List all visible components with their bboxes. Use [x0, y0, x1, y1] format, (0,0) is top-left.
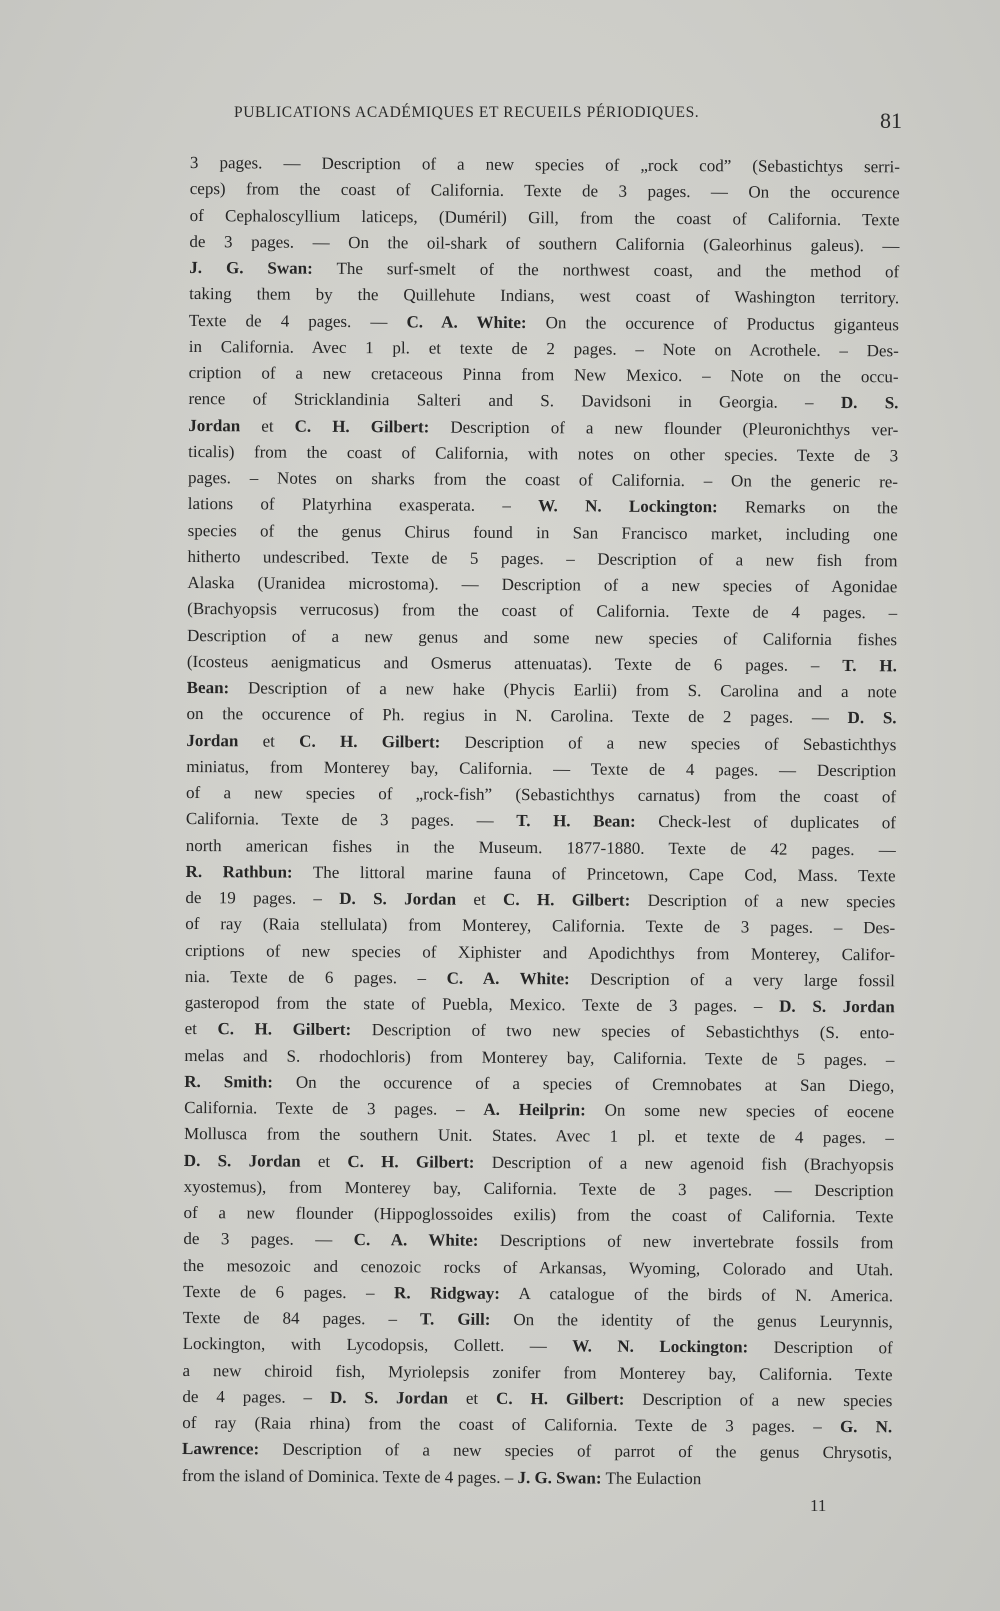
text-segment: Texte de 6 pages. –: [182, 1281, 395, 1303]
text-segment: Remarks on the: [717, 497, 898, 518]
text-segment: of ray (Raia rhina) from the coast of California. Texte de 3 pages. –: [182, 1412, 841, 1436]
author-name: C. A. White:: [446, 968, 570, 989]
text-segment: Description of: [748, 1337, 893, 1358]
text-line: [185, 937, 895, 968]
text-line: [187, 622, 897, 653]
text-segment: lations of Platyrhina exasperata. –: [187, 494, 539, 516]
author-name: Jordan: [188, 415, 241, 435]
text-segment: Lockington, with Lycodopsis, Collett. —: [182, 1334, 573, 1356]
running-title: PUBLICATIONS ACADÉMIQUES ET RECUEILS PÉRIODIQUES.: [234, 104, 700, 121]
text-segment: et: [300, 1151, 348, 1171]
text-segment: California. Texte de 3 pages. —: [185, 809, 517, 831]
text-line: [189, 281, 899, 312]
signature-mark: 11: [810, 1496, 827, 1515]
text-line: [185, 1016, 895, 1047]
text-segment: Texte de 4 pages. —: [188, 310, 407, 331]
author-name: W. N. Lockington:: [538, 496, 718, 517]
text-line: [184, 1121, 894, 1152]
text-line: [183, 1252, 893, 1283]
text-segment: (Brachyopsis verrucosus) from the coast of California. Texte de 4 pages. –: [187, 599, 898, 623]
text-segment: species of the genus Chirus found in San Francisco market, including one: [187, 520, 898, 544]
text-segment: On the occurence of a species of Cremnobates at San Diego,: [272, 1072, 895, 1096]
text-segment: Description of a new flounder (Pleuronichthys ver-: [429, 416, 899, 439]
text-line: [182, 1462, 892, 1493]
text-segment: et: [240, 415, 295, 436]
text-segment: of a new flounder (Hippoglossoides exilis) from the coast of California. Texte: [183, 1202, 894, 1227]
text-line: [185, 911, 895, 942]
author-name: T. H. Bean:: [516, 811, 636, 831]
author-name: C. H. Gilbert:: [503, 889, 631, 910]
text-segment: Description of two new species of Sebastichthys (S. ento-: [351, 1020, 895, 1043]
text-line: [190, 202, 900, 233]
text-segment: Description of a new species of parrot of the genus Chrysotis,: [259, 1439, 893, 1463]
author-name: C. A. White:: [406, 311, 527, 332]
text-segment: ticalis) from the coast of California, with notes on other species. Texte de 3: [188, 441, 899, 466]
body-text: [182, 150, 900, 1493]
text-segment: Mollusca from the southern Unit. States. Avec 1 pl. et texte de 4 pages. –: [183, 1124, 895, 1148]
text-segment: on the occurence of Ph. regius in N. Carolina. Texte de 2 pages. —: [186, 704, 848, 728]
author-name: D. S. Jordan: [329, 1387, 449, 1408]
text-segment: et: [184, 1019, 218, 1039]
text-segment: pages. – Notes on sharks from the coast of California. – On the generic re-: [187, 467, 899, 492]
text-line: [182, 1357, 892, 1388]
text-segment: Check-lest of duplicates of: [635, 811, 896, 833]
author-name: D. S. Jordan: [339, 888, 457, 909]
author-name: R. Rathbun:: [185, 861, 293, 882]
author-name: A. Heilprin:: [483, 1099, 586, 1120]
text-segment: Description of a new species: [624, 1389, 893, 1411]
text-segment: of ray (Raia stellulata) from Monterey, California. Texte de 3 pages. – Des-: [185, 914, 896, 938]
text-segment: 3 pages. — Description of a new species of „rock cod” (Sebastichtys serri-: [189, 152, 900, 177]
text-line: [189, 307, 899, 338]
author-name: D. S.: [847, 708, 897, 728]
text-segment: et: [238, 730, 300, 751]
text-segment: of a new species of „rock-fish” (Sebastichthys carnatus) from the coast of: [186, 782, 897, 807]
text-segment: A catalogue of the birds of N. America.: [499, 1283, 894, 1306]
text-line: [188, 491, 898, 522]
text-segment: Descriptions of new invertebrate fossils from: [478, 1231, 894, 1253]
text-line: [187, 596, 897, 627]
author-name: Bean:: [186, 677, 230, 698]
text-segment: de 3 pages. —: [183, 1229, 354, 1250]
text-segment: (Icosteus aenigmaticus and Osmerus attenuatas). Texte de 6 pages. –: [186, 651, 843, 675]
text-line: [190, 176, 900, 207]
author-name: Jordan: [186, 730, 239, 750]
author-name: J. G. Swan:: [517, 1467, 602, 1488]
text-segment: from the island of Dominica. Texte de 4 pages. –: [181, 1465, 518, 1487]
text-line: [186, 727, 896, 758]
text-line: [182, 1436, 892, 1467]
text-segment: The littoral marine fauna of Princetown, Cape Cod, Mass. Texte: [292, 862, 896, 886]
author-name: D. S.: [840, 393, 899, 413]
text-segment: Description of a new species: [630, 890, 896, 912]
text-segment: et: [447, 1388, 497, 1408]
author-name: T. H.: [842, 655, 897, 676]
text-segment: melas and S. rhodochloris) from Monterey bay, California. Texte de 5 pages. –: [184, 1045, 895, 1069]
author-name: J. G. Swan:: [189, 257, 313, 278]
author-name: C. H. Gilbert:: [299, 731, 441, 752]
text-segment: On some new species of eocene: [585, 1100, 895, 1122]
text-segment: criptions of new species of Xiphister and Apodichthys from Monterey, Califor-: [185, 940, 896, 964]
text-line: [183, 1226, 893, 1257]
text-segment: et: [456, 889, 504, 909]
author-name: D. S. Jordan: [183, 1150, 301, 1171]
text-segment: The surf-smelt of the northwest coast, and the method of: [312, 258, 900, 282]
text-line: [186, 701, 896, 732]
text-line: [188, 386, 898, 417]
text-segment: a new chiroid fish, Myriolepsis zonifer from Monterey bay, California. Texte: [182, 1360, 893, 1384]
text-segment: in California. Avec 1 pl. et texte de 2 pages. – Note on Acrothele. – Des-: [188, 336, 899, 361]
text-segment: Description of a new agenoid fish (Brachyopsis: [474, 1152, 894, 1174]
text-segment: Description of a new hake (Phycis Earlii) from S. Carolina and a note: [229, 678, 897, 702]
text-line: [188, 412, 898, 443]
text-line: [186, 832, 896, 863]
page-number: 81: [880, 108, 902, 133]
author-name: C. H. Gilbert:: [217, 1019, 352, 1040]
text-line: [183, 1331, 893, 1362]
text-segment: Description of a very large fossil: [569, 969, 896, 991]
text-segment: Description of a new genus and some new species of California fishes: [186, 625, 898, 649]
text-segment: Description of a new species of Sebastichthys: [440, 732, 897, 754]
author-name: C. H. Gilbert:: [496, 1388, 625, 1409]
text-segment: taking them by the Quillehute Indians, west coast of Washington territory.: [189, 284, 900, 308]
text-line: [188, 517, 898, 548]
running-header: [196, 104, 908, 134]
text-segment: miniatus, from Monterey bay, California. — Texte de 4 pages. — Description: [186, 756, 897, 781]
text-segment: hitherto undescribed. Texte de 5 pages. – Description of a new fish from: [187, 546, 898, 571]
author-name: Lawrence:: [182, 1439, 260, 1459]
text-segment: de 3 pages. — On the oil-shark of southern California (Galeorhinus galeus). —: [189, 231, 900, 256]
text-line: [184, 1147, 894, 1178]
text-segment: north american fishes in the Museum. 1877-1880. Texte de 42 pages. —: [185, 835, 896, 859]
text-segment: ceps) from the coast of California. Texte de 3 pages. — On the occurence: [189, 179, 900, 203]
text-segment: cription of a new cretaceous Pinna from New Mexico. – Note on the occu-: [188, 362, 899, 387]
author-name: R. Ridgway:: [394, 1283, 501, 1303]
text-segment: On the occurence of Productus giganteus: [526, 312, 900, 334]
text-segment: xyostemus), from Monterey bay, California. Texte de 3 pages. — Description: [183, 1176, 894, 1201]
author-name: W. N. Lockington:: [572, 1336, 749, 1357]
text-segment: On the identity of the genus Leurynnis,: [490, 1309, 893, 1332]
text-segment: California. Texte de 3 pages. –: [184, 1097, 484, 1119]
text-line: [184, 1042, 894, 1073]
text-segment: The Eulaction: [601, 1468, 702, 1488]
text-segment: rence of Stricklandinia Salteri and S. Davidsoni in Georgia. –: [188, 389, 841, 413]
text-segment: de 4 pages. –: [182, 1386, 331, 1407]
author-name: T. Gill:: [419, 1309, 491, 1329]
author-name: R. Smith:: [184, 1071, 273, 1092]
text-segment: Alaska (Uranidea microstoma). — Description of a new species of Agonidae: [187, 572, 898, 597]
text-segment: gasteropod from the state of Puebla, Mexico. Texte de 3 pages. –: [184, 992, 780, 1016]
text-segment: the mesozoic and cenozoic rocks of Arkansas, Wyoming, Colorado and Utah.: [183, 1255, 894, 1279]
author-name: C. H. Gilbert:: [347, 1151, 475, 1172]
text-segment: Texte de 84 pages. –: [182, 1307, 421, 1329]
text-segment: of Cephaloscyllium laticeps, (Duméril) Gill, from the coast of California. Texte: [189, 205, 900, 229]
text-line: [186, 806, 896, 837]
author-name: C. H. Gilbert:: [294, 416, 430, 436]
author-name: D. S. Jordan: [779, 996, 895, 1017]
text-segment: nia. Texte de 6 pages. –: [184, 966, 447, 988]
author-name: C. A. White:: [353, 1230, 479, 1251]
author-name: G. N.: [839, 1416, 893, 1437]
text-segment: de 19 pages. –: [185, 887, 340, 908]
